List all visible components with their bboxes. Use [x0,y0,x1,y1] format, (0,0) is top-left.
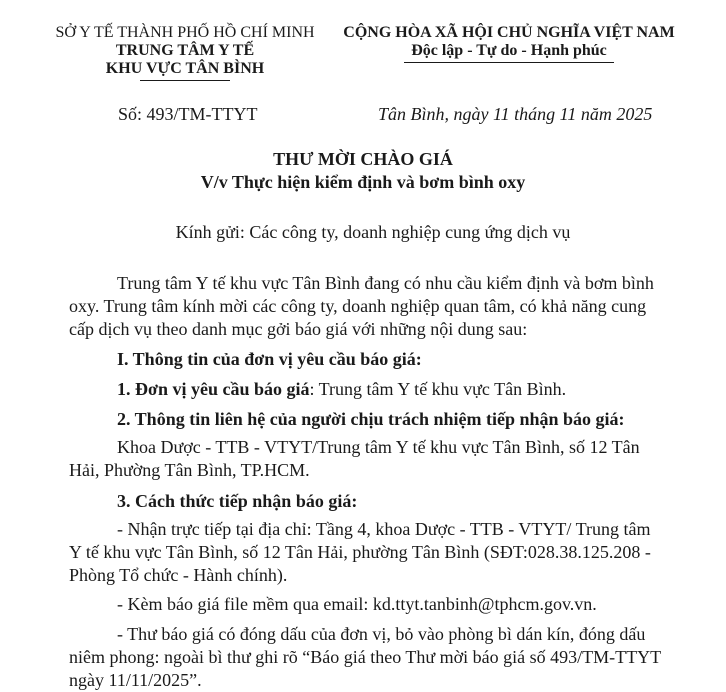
header-right [334,24,684,63]
item-requesting-unit [117,378,566,401]
document-number: Số: 493/TM-TTYT [118,104,258,124]
department-name: SỞ Y TẾ THÀNH PHỐ HỒ CHÍ MINH [55,24,315,41]
intro-line: oxy. Trung tâm kính mời các công ty, doanh nghiệp quan tâm, có khả năng cung [69,296,647,316]
item-method-heading: 3. Cách thức tiếp nhận báo giá: [117,491,358,511]
method-line: ngày 11/11/2025”. [69,670,202,690]
method-direct [69,518,675,587]
document-date: Tân Bình, ngày 11 tháng 11 năm 2025 [378,104,653,124]
nation-name: CỘNG HÒA XÃ HỘI CHỦ NGHĨA VIỆT NAM [343,24,675,41]
method-line: - Thư báo giá có đóng dấu của đơn vị, bỏ vào phòng bì dán kín, đóng dấu [117,624,646,644]
item-label: 1. Đơn vị yêu cầu báo giá [117,379,310,399]
method-line: - Nhận trực tiếp tại địa chỉ: Tầng 4, khoa Dược - TTB - VTYT/ Trung tâm [117,519,651,539]
recipient-line: Kính gửi: Các công ty, doanh nghiệp cung ứng dịch vụ [175,222,571,242]
item-contact-address [69,436,675,482]
header-left [40,24,330,81]
organization-name-line1: TRUNG TÂM Y TẾ [115,42,255,59]
method-sealed [69,623,675,692]
document-subject: V/v Thực hiện kiểm định và bơm bình oxy [200,172,526,192]
intro-line: cấp dịch vụ theo danh mục gởi báo giá với những nội dung sau: [69,319,528,339]
section-heading: I. Thông tin của đơn vị yêu cầu báo giá: [117,349,422,369]
address-line: Hải, Phường Tân Bình, TP.HCM. [69,460,310,480]
national-motto: Độc lập - Tự do - Hạnh phúc [411,42,607,59]
address-line: Khoa Dược - TTB - VTYT/Trung tâm Y tế khu vực Tân Bình, số 12 Tân [117,437,640,457]
method-line: Phòng Tổ chức - Hành chính). [69,565,288,585]
intro-paragraph [69,272,675,341]
header-right-underline [404,62,614,63]
intro-line: Trung tâm Y tế khu vực Tân Bình đang có nhu cầu kiểm định và bơm bình [117,273,654,293]
item-value: : Trung tâm Y tế khu vực Tân Bình. [309,379,567,399]
method-line: Y tế khu vực Tân Bình, số 12 Tân Hải, phường Tân Bình (SĐT:028.38.125.208 - [69,542,651,562]
method-email: - Kèm báo giá file mềm qua email: kd.ttyt.tanbinh@tphcm.gov.vn. [117,594,597,614]
header-left-underline [140,80,230,81]
method-line: niêm phong: ngoài bì thư ghi rõ “Báo giá theo Thư mời báo giá số 493/TM-TTYT [69,647,662,667]
document-title: THƯ MỜI CHÀO GIÁ [273,149,453,169]
item-contact-heading: 2. Thông tin liên hệ của người chịu trách nhiệm tiếp nhận báo giá: [117,409,625,429]
organization-name-line2: KHU VỰC TÂN BÌNH [105,60,265,77]
